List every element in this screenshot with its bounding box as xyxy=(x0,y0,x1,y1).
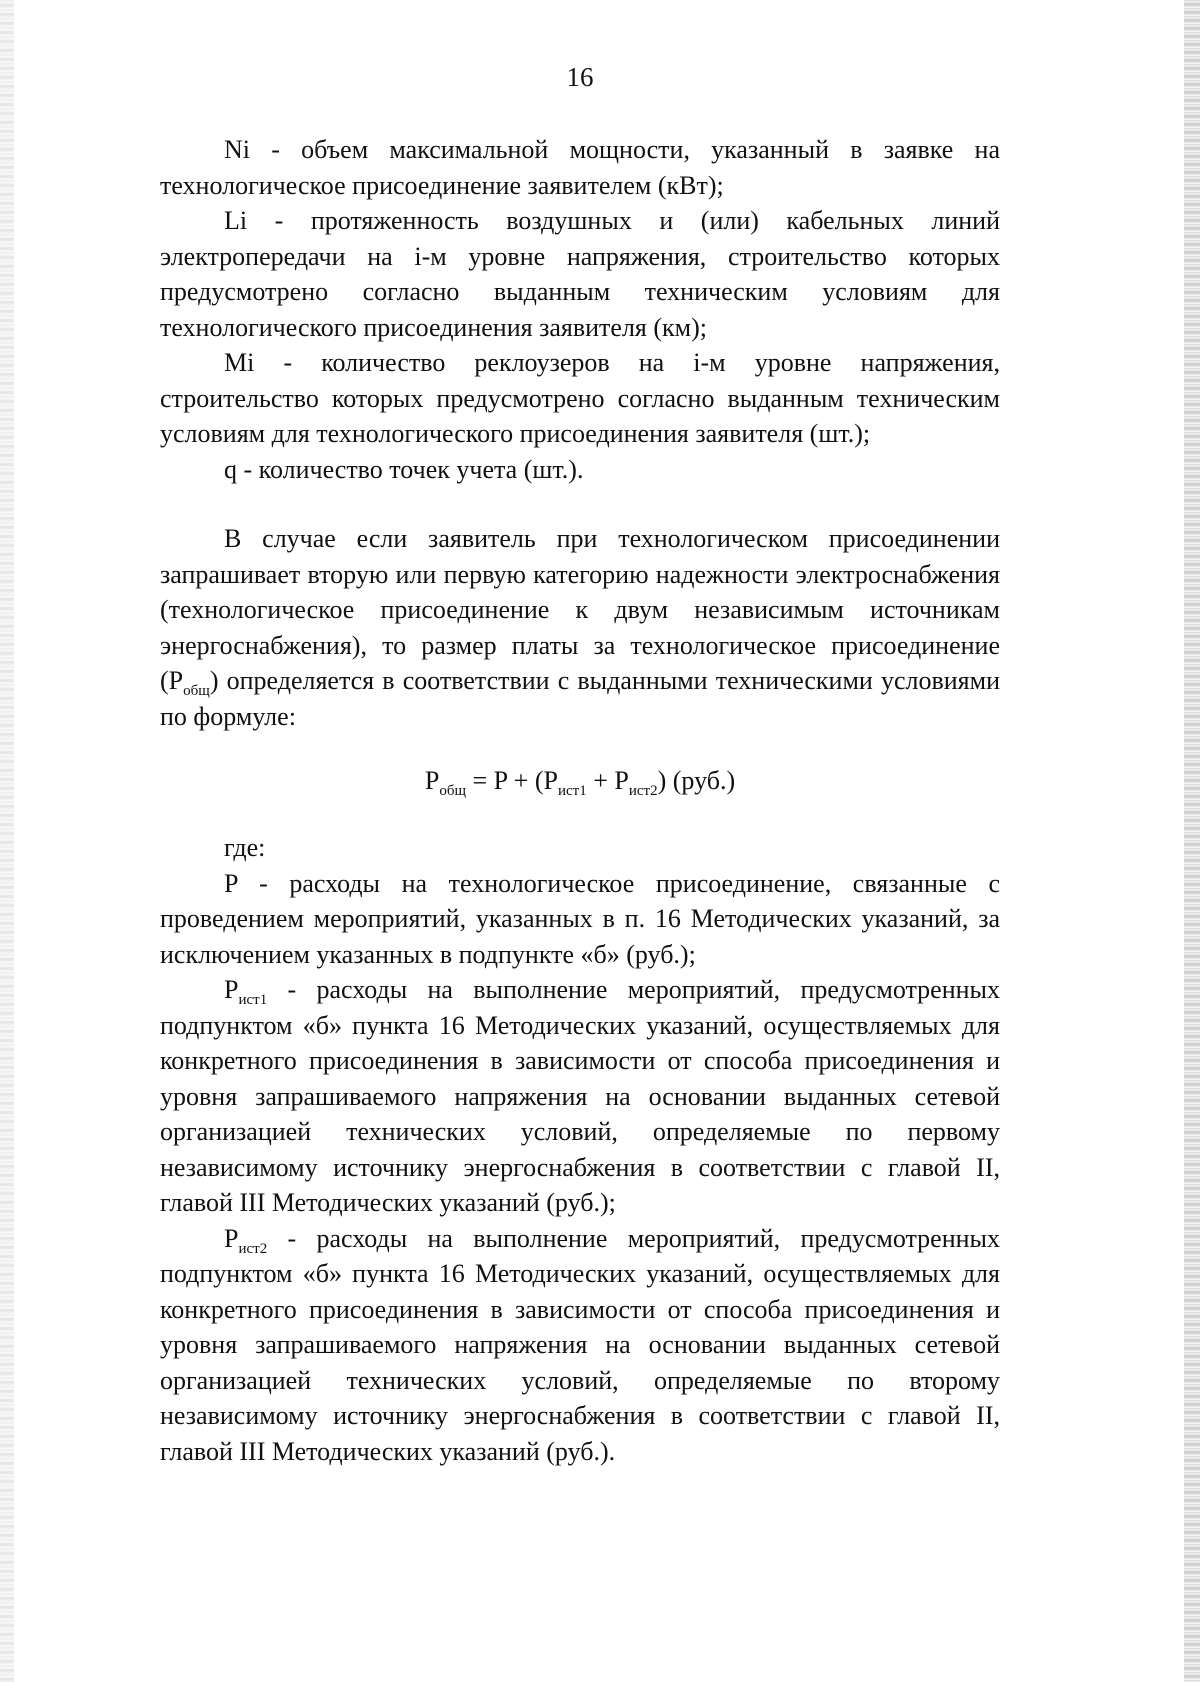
symbol: Mi xyxy=(224,348,255,377)
definition-p-ist1 xyxy=(160,972,1000,1221)
formula-subscript: ист2 xyxy=(628,783,658,800)
definition-text: - расходы на технологическое присоединение, связанные с проведением мероприятий, указанных в п. 16 Методических указаний, за исключением указанных в подпункте «б» (руб.); xyxy=(160,868,1000,969)
definition-ni xyxy=(160,132,1000,203)
subscript: общ xyxy=(183,683,210,700)
symbol: P xyxy=(224,1223,239,1253)
definition-text: - количество реклоузеров на i-м уровне напряжения, строительство которых предусмотрено согласно выданным техническим условиям для технологического присоединения заявителя (шт.); xyxy=(160,348,1000,448)
where-label: где: xyxy=(224,833,266,862)
formula-part: = P + (P xyxy=(466,766,558,795)
formula xyxy=(160,764,1000,798)
definition-text: - количество точек учета (шт.). xyxy=(237,454,584,484)
symbol: Li xyxy=(224,206,248,235)
page-number: 16 xyxy=(566,62,594,92)
scan-edge-left xyxy=(0,0,14,1682)
formula-subscript: общ xyxy=(439,783,467,800)
definition-text: - объем максимальной мощности, указанный в заявке на технологическое присоединение заявителем (кВт); xyxy=(160,135,1000,200)
definition-mi xyxy=(160,345,1000,452)
definition-q xyxy=(160,452,1000,488)
formula-part: P xyxy=(424,766,440,795)
symbol: q xyxy=(224,454,237,484)
symbol: P xyxy=(224,975,239,1004)
formula-subscript: ист1 xyxy=(557,783,587,800)
definition-p-ist2 xyxy=(160,1221,1000,1470)
formula-part: + P xyxy=(586,766,629,795)
paragraph-text: В случае если заявитель при технологическом присоединении запрашивает вторую или первую категорию надежности электроснабжения (технологическое присоединение к двум независимым источникам энергоснабжения), то размер платы за технологическое присоединение (P xyxy=(160,524,1000,695)
definition-li xyxy=(160,203,1000,345)
scan-edge-right xyxy=(1184,0,1200,1682)
definition-text: - расходы на выполнение мероприятий, предусмотренных подпунктом «б» пункта 16 Методических указаний, осуществляемых для конкретного присоединения в зависимости от способа присоединения и уровня запрашиваемого напряжения на основании выданных сетевой организацией технических условий, определяемые по второму независимому источнику энергоснабжения в соответствии с главой II, главой III Методических указаний (руб.). xyxy=(160,1223,1000,1466)
subscript: ист1 xyxy=(238,992,268,1009)
symbol: Ni xyxy=(224,135,250,164)
formula-part: ) (руб.) xyxy=(657,766,736,795)
document-body xyxy=(160,132,1000,1469)
definition-text: - протяженность воздушных и (или) кабельных линий электропередачи на i-м уровне напряжения, строительство которых предусмотрено согласно выданным техническим условиям для технологического присоединения заявителя (км); xyxy=(160,206,1000,342)
main-paragraph xyxy=(160,521,1000,734)
symbol: P xyxy=(224,868,238,898)
subscript: ист2 xyxy=(238,1240,268,1257)
paragraph-text: ) определяется в соответствии с выданными техническими условиями по формуле: xyxy=(160,666,1000,731)
definition-text: - расходы на выполнение мероприятий, предусмотренных подпунктом «б» пункта 16 Методических указаний, осуществляемых для конкретного присоединения в зависимости от способа присоединения и уровня запрашиваемого напряжения на основании выданных сетевой организацией технических условий, определяемые по первому независимому источнику энергоснабжения в соответствии с главой II, главой III Методических указаний (руб.); xyxy=(160,975,1000,1217)
definition-p xyxy=(160,866,1000,973)
spacer xyxy=(160,487,1000,521)
